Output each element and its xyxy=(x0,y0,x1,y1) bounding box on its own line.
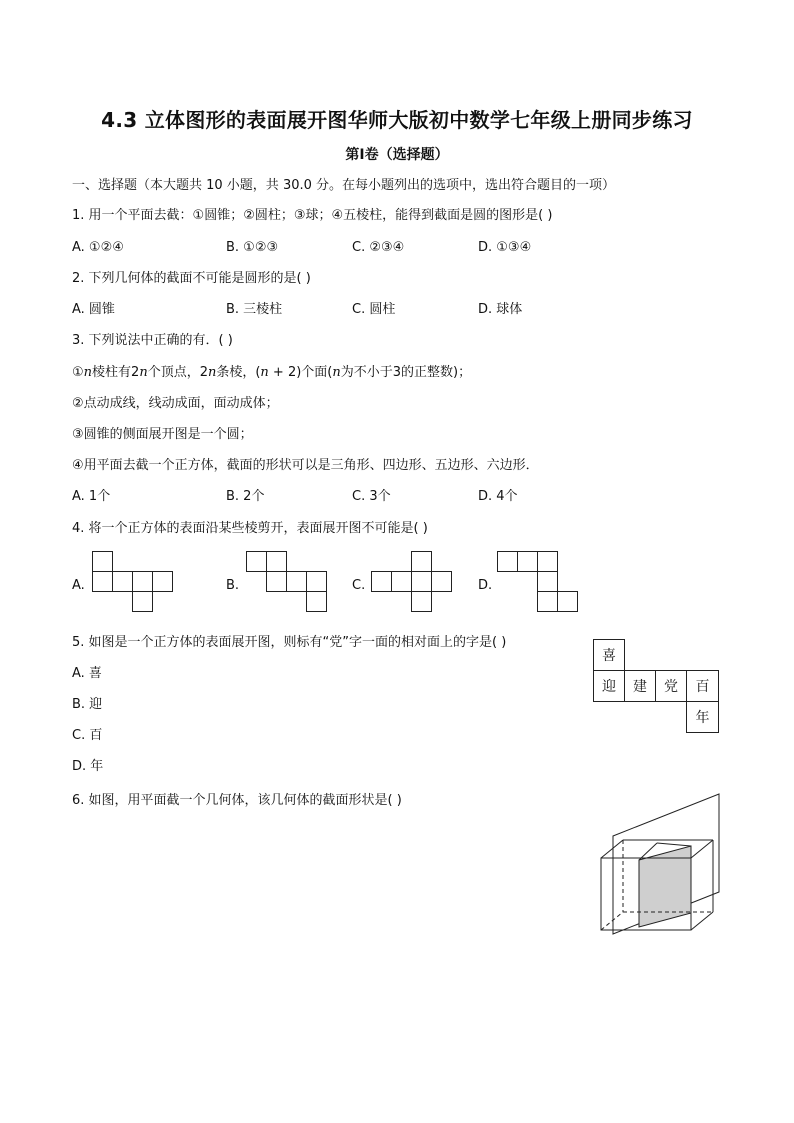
net-face-nian: 年 xyxy=(686,701,719,733)
q4-net-a xyxy=(92,551,174,613)
q4-option-b[interactable]: B. xyxy=(226,578,240,593)
q4-option-c[interactable]: C. xyxy=(352,578,366,593)
section-instructions: 一、选择题（本大题共 10 小题，共 30.0 分。在每小题列出的选项中，选出符合题目的一项） xyxy=(72,178,616,193)
q5-option-a[interactable]: A. 喜 xyxy=(72,666,102,681)
q1-option-d[interactable]: D. ①③④ xyxy=(478,240,532,255)
question-3-stem: 3. 下列说法中正确的有．( ) xyxy=(72,333,233,348)
question-2-stem: 2. 下列几何体的截面不可能是圆形的是( ) xyxy=(72,271,311,286)
q4-option-d[interactable]: D. xyxy=(478,578,493,593)
q3-option-c[interactable]: C. 3个 xyxy=(352,489,391,504)
section-subtitle: 第I卷（选择题） xyxy=(345,147,449,163)
q2-option-c[interactable]: C. 圆柱 xyxy=(352,302,396,317)
net-face-jian: 建 xyxy=(624,670,656,702)
q5-option-c[interactable]: C. 百 xyxy=(72,728,103,743)
q5-option-d[interactable]: D. 年 xyxy=(72,759,104,774)
q4-net-b xyxy=(246,551,328,613)
q3-option-a[interactable]: A. 1个 xyxy=(72,489,111,504)
q3-statement-1: ①n棱柱有2n个顶点，2n条棱，(n + 2)个面(n为不小于3的正整数)； xyxy=(72,365,472,380)
q4-option-a[interactable]: A. xyxy=(72,578,85,593)
page-title: 4.3 立体图形的表面展开图华师大版初中数学七年级上册同步练习 xyxy=(101,108,693,132)
q1-option-c[interactable]: C. ②③④ xyxy=(352,240,405,255)
question-6-stem: 6. 如图，用平面截一个几何体，该几何体的截面形状是( ) xyxy=(72,793,402,808)
q5-option-b[interactable]: B. 迎 xyxy=(72,697,103,712)
net-face-dang: 党 xyxy=(655,670,687,702)
q3-statement-2: ②点动成线，线动成面，面动成体； xyxy=(72,396,279,411)
q3-statement-3: ③圆锥的侧面展开图是一个圆； xyxy=(72,427,253,442)
question-4-stem: 4. 将一个正方体的表面沿某些棱剪开，表面展开图不可能是( ) xyxy=(72,521,428,536)
q1-option-a[interactable]: A. ①②④ xyxy=(72,240,124,255)
q2-option-b[interactable]: B. 三棱柱 xyxy=(226,302,283,317)
q4-net-c xyxy=(371,551,453,613)
q2-option-d[interactable]: D. 球体 xyxy=(478,302,523,317)
q3-option-d[interactable]: D. 4个 xyxy=(478,489,518,504)
q4-net-d xyxy=(497,551,579,613)
net-face-bai: 百 xyxy=(686,670,719,702)
q1-option-b[interactable]: B. ①②③ xyxy=(226,240,279,255)
net-face-xi: 喜 xyxy=(593,639,625,671)
question-1-stem: 1. 用一个平面去截：①圆锥；②圆柱；③球；④五棱柱，能得到截面是圆的图形是( ) xyxy=(72,208,553,223)
q2-option-a[interactable]: A. 圆锥 xyxy=(72,302,115,317)
q6-cube-section-figure xyxy=(595,790,725,935)
q3-option-b[interactable]: B. 2个 xyxy=(226,489,265,504)
question-5-stem: 5. 如图是一个正方体的表面展开图，则标有“党”字一面的相对面上的字是( ) xyxy=(72,635,507,650)
net-face-ying: 迎 xyxy=(593,670,625,702)
q3-statement-4: ④用平面去截一个正方体，截面的形状可以是三角形、四边形、五边形、六边形． xyxy=(72,458,539,473)
